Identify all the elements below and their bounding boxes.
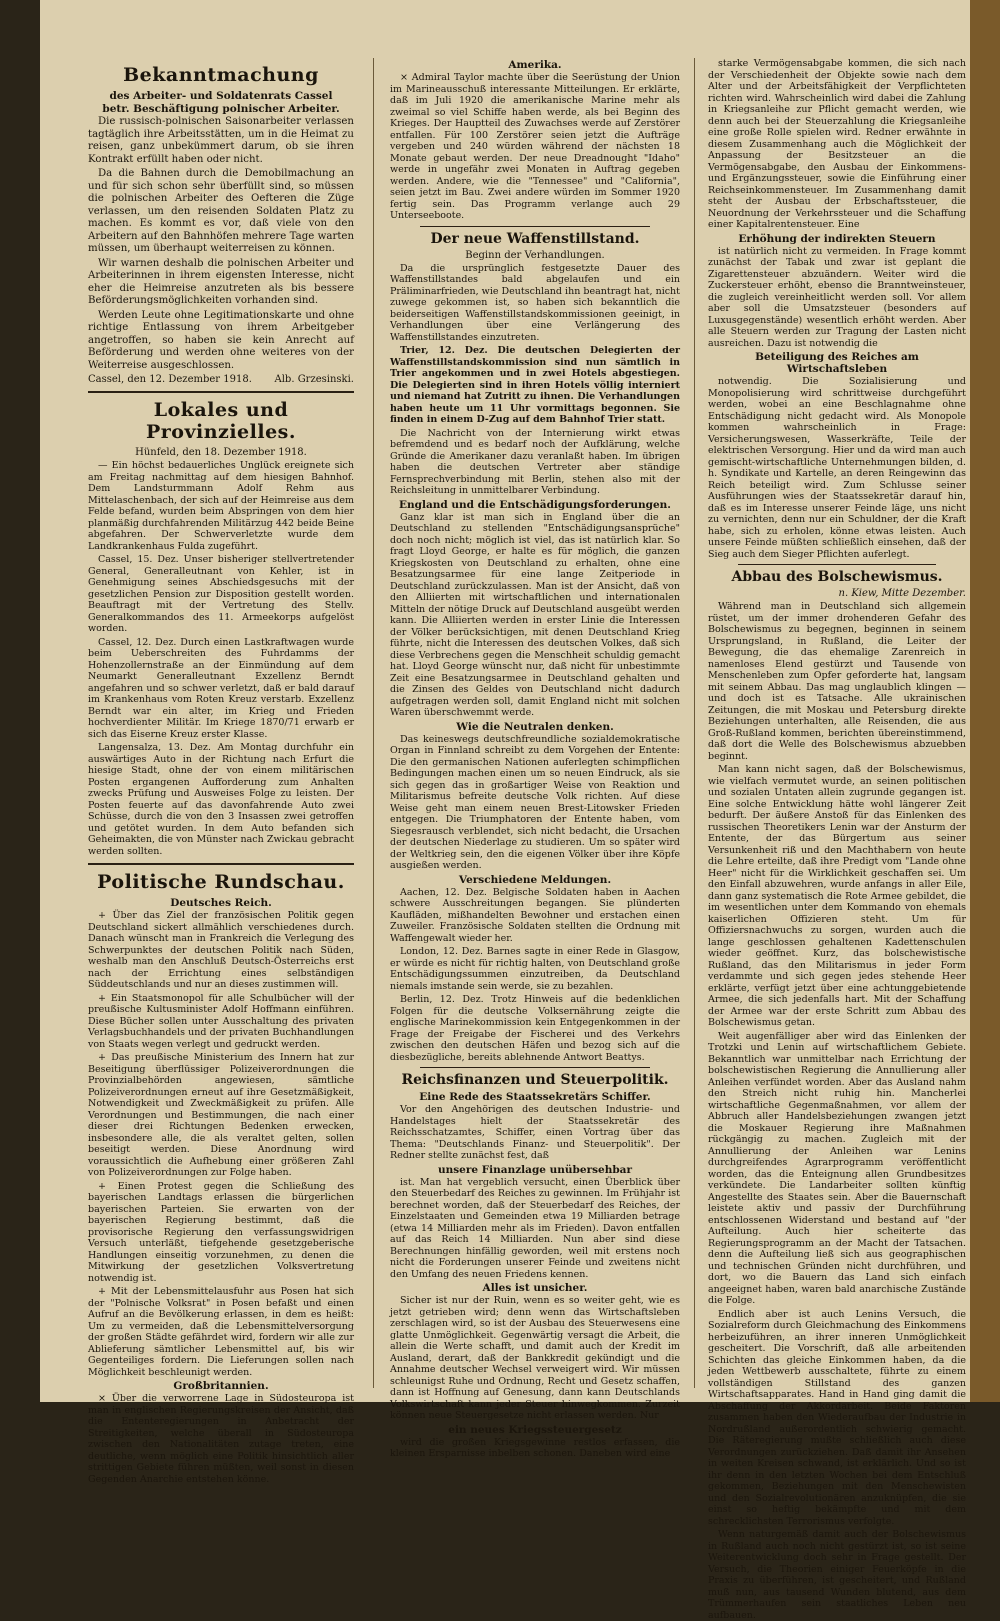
paragraph: notwendig. Die Sozialisierung und Monopolisierung wird schrittweise durchgeführt werden, wobei an eine Beschlagnahme ohne Entschädigung nicht gedacht wird. Als Monopole kommen wahrscheinlich in Frage: Versicherungswesen, Wasserkräfte, Teile der elektrischen Versorgung. Hier und da wird man auch gemischt-wirtschaftliche Unternehmungen bilden, d. h. Syndikate und Kartelle, an deren Reingewinn das Reich beteiligt wird. Zum Schlusse seiner Ausführungen wies der Staatssekretär darauf hin, daß es im Interesse unserer Feinde läge, uns nicht zu vernichten, denn nur ein Schuldner, der die Kraft habe, sich zu erholen, könne etwas leisten. Auch unsere Feinde müßten schließlich einsehen, daß der Sieg auch dem Sieger Pflichten auferlegt. — [708, 376, 966, 560]
bekanntmachung-signer: Alb. Grzesinski. — [274, 374, 354, 385]
paragraph: Die russisch-polnischen Saisonarbeiter verlassen tagtäglich ihre Arbeitsstätten, um in die Heimat zu reisen, ganz unbekümmert darum, ob sie ihren Kontrakt erfüllt haben oder nicht. — [88, 116, 354, 165]
paragraph: ist natürlich nicht zu vermeiden. In Frage kommt zunächst der Tabak und zwar ist geplant die Zigarettensteuer abzuändern. Weiter wird die Zuckersteuer erhöht, ebenso die Branntweinsteuer, die zugleich vereinheitlicht werden soll. Vor allem aber soll die Umsatzsteuer (besonders auf Luxusgegenstände) wesentlich erhöht werden. Aber alle Steuern werden zur Tragung der Lasten nicht ausreichen. Dazu ist notwendig die — [708, 245, 966, 349]
grossbritannien-subtitle: Großbritannien. — [173, 1380, 269, 1392]
paragraph: + Mit der Lebensmittelausfuhr aus Posen hat sich der "Polnische Volksrat" in Posen befaßt und einen Aufruf an die Bevölkerung erlassen, in dem es heißt: Um zu vermeiden, daß die Lebensmittelversorgung der großen Städte gefährdet wird, fordern wir alle zur Ablieferung sämtlicher Lebensmittel auf, bis wir Gegenteiliges fordern. Die Lieferungen sollen nach Möglichkeit beschleunigt werden. — [88, 1286, 354, 1378]
bekanntmachung-subtitle-2: betr. Beschäftigung polnischer Arbeiter. — [102, 103, 340, 115]
paragraph: Da die ursprünglich festgesetzte Dauer des Waffenstillstandes bald abgelaufen und ein Präliminarfrieden, wie Deutschland ihn beantragt hat, nicht zuwege gekommen ist, so haben sich bekanntlich die beiderseitigen Waffenstillstandskommissionen geeinigt, in Verhandlungen über eine Verlängerung des Waffenstillstandes einzutreten. — [390, 262, 680, 343]
paragraph: starke Vermögensabgabe kommen, die sich nach der Verschiedenheit der Objekte sowie nach dem Alter und der Arbeitsfähigkeit der Verpflichteten richten wird. Wahrscheinlich wird dabei die Zahlung in Kriegsanleihe zur Pflicht gemacht werden, wie denn auch bei der Steuerzahlung die Kriegsanleihe eine große Rolle spielen wird. Redner erwähnte in diesem Zusammenhang auch die Möglichkeit der Anpassung der Besitzsteuer an die Vermögensabgabe, den Ausbau der Einkommens- und Ergänzungssteuer, sowie die Einführung einer Reichseinkommensteuer. Im Zusammenhang damit steht der Ausbau der Erbschaftssteuer, die Neuordnung der Verkehrssteuer und die Schaffung einer Kapitalrentensteuer. Eine — [708, 58, 966, 230]
paragraph: Aachen, 12. Dez. Belgische Soldaten haben in Aachen schwere Ausschreitungen begangen. Sie plünderten Kaufläden, mißhandelten Bewohner und erstachen einen Zuweiler. Französische Soldaten stellten die Ordnung mit Waffengewalt wieder her. — [390, 886, 680, 944]
paragraph: Berlin, 12. Dez. Trotz Hinweis auf die bedenklichen Folgen für die deutsche Volksernährung zeigte die englische Marinekommission kein Entgegenkommen in der Frage der Freigabe der Fischerei und des Verkehrs zwischen den deutschen Häfen und bezog sich auf die diesbezügliche, bereits ablehnende Antwort Beattys. — [390, 994, 680, 1063]
unsicher-subtitle: Alles ist unsicher. — [482, 1282, 588, 1294]
paragraph: Wenn naturgemäß damit auch der Bolschewismus in Rußland auch noch nicht gestürzt ist, so ist seine Weiterentwicklung doch sehr in Frage gestellt. Der Versuch, die Theorien einiger Feuerköpfe in die Praxis zu überführen, ist gescheitert, und Rußland muß nun, aus tausend Wunden blutend, aus dem Trümmerhaufen sein staatliches Leben neu aufbauen. — [708, 1529, 966, 1621]
binding-strip — [970, 0, 1000, 1402]
paragraph: Endlich aber ist auch Lenins Versuch, die Sozialreform durch Gleichmachung des Einkommens herbeizuführen, an ihrer inneren Unmöglichkeit gescheitert. Die Vorschrift, daß alle arbeitenden Schichten das gleiche Einkommen haben, da die jeden Wettbewerb ausschaltete, führte zu einem vollständigen Stillstand des ganzen Wirtschaftsapparates. Hand in Hand ging damit die Abschaffung der Akkordarbeit. Beide Faktoren zusammen haben den Wiederaufbau der Industrie in Nordrußland außerordentlich schwierig gemacht. Die Räteregierung mußte schließlich auch diese Verordnungen zurückziehen. Daß damit ihr Ansehen in weiten Kreisen schwand, ist erklärlich. Und so ist ihr denn in den letzten Wochen bei dem Entschluß gekommen, Beziehungen mit den Menschewisten und den Sozialrevolutionären anzuknüpfen, die sie einst so heftig bekämpfte und mit dem schrecklichsten Terrorismus verfolgte. — [708, 1308, 966, 1527]
reichsfinanzen-subtitle: Eine Rede des Staatssekretärs Schiffer. — [419, 1091, 651, 1103]
newspaper-page — [40, 0, 970, 1621]
politische-rundschau-title: Politische Rundschau. — [97, 871, 345, 893]
paragraph: + Das preußische Ministerium des Innern hat zur Beseitigung überflüssiger Polizeiverordnungen die Provinzialbehörden angewiesen, sämtliche Polizeiverordnungen erneut auf ihre Gesetzmäßigkeit, Notwendigkeit und Zweckmäßigkeit zu prüfen. Alle Verordnungen und Bestimmungen, die nach einer dieser drei Richtungen Bedenken erwecken, insbesondere alle, die als veraltet gelten, sollen beseitigt werden. Diese Anordnung wird voraussichtlich die Aufhebung einer größeren Zahl von Polizeiverordnungen zur Folge haben. — [88, 1052, 354, 1178]
amerika-subtitle: Amerika. — [508, 59, 562, 71]
paragraph: Die Nachricht von der Internierung wirkt etwas befremdend und es bedarf noch der Aufklärung, welche Gründe die Amerikaner dazu veranlaßt haben. Im übrigen haben die deutschen Vertreter aber ständige Fernsprechverbindung mit Berlin, stehen also mit der Reichsleitung in unmittelbarer Verbindung. — [390, 427, 680, 496]
column-rule — [694, 58, 695, 1388]
paragraph: Langensalza, 13. Dez. Am Montag durchfuhr ein auswärtiges Auto in der Richtung nach Erfurt die hiesige Stadt, ohne der von einem militärischen Posten ergangenen Aufforderung zum Anhalten zwecks Prüfung und Ausweises Folge zu leisten. Der Posten feuerte auf das davonfahrende Auto zwei Schüsse, durch die von den 3 Insassen zwei getroffen und getötet wurden. In dem Auto befanden sich Geheimakten, die von Münster nach Zwickau gebracht werden sollten. — [88, 742, 354, 857]
paragraph: + Ein Staatsmonopol für alle Schulbücher will der preußische Kultusminister Adolf Hoffmann einführen. Diese Bücher sollen unter Ausschaltung des privaten Verlagsbuchhandels und der privaten Buchhandlungen von Staats wegen verlegt und gedruckt werden. — [88, 992, 354, 1050]
paragraph: Weit augenfälliger aber wird das Einlenken der Trotzki und Lenin auf wirtschaftlichem Gebiete. Bekanntlich war unmittelbar nach Errichtung der bolschewistischen Regierung die Annullierung aller Anleihen verfündet worden. Aber das Ausland nahm den Streich nicht ruhig hin. Mancherlei wirtschaftliche Gegenmaßnahmen, vor allem der Abbruch aller Handelsbeziehungen zwangen jetzt die Moskauer Regierung ihre Maßnahmen rückgängig zu machen. Zugleich mit der Annullierung der Anleihen war Lenins durchgreifendes Agrarprogramm veröffentlicht worden, das die Enteignung allen Grundbesitzes verkündete. Die Landarbeiter sollten künftig Angestellte des Staates sein. Aber die Bauernschaft leistete aktiv und passiv der Durchführung entschlossenen Widerstand und bestand auf "der Aufteilung. Auch hier scheiterte das Regierungsprogramm an der Macht der Tatsachen. denn die Aufteilung ließ sich aus geographischen und technischen Gründen nicht durchführen, und dort, wo die Bauern das Land sich einfach angeeignet haben, waren bald anarchische Zustände die Folge. — [708, 1030, 966, 1306]
lokales-title: Lokales und Provinzielles. — [146, 399, 296, 443]
column-1 — [88, 58, 354, 1485]
section-divider — [420, 1067, 650, 1068]
paragraph: Vor den Angehörigen des deutschen Industrie- und Handelstages hielt der Staatssekretär des Reichsschatzamtes, Schiffer, einen Vortrag über das Thema: "Deutschlands Finanz- und Steuerpolitik". Der Redner stellte zunächst fest, daß — [390, 1104, 680, 1161]
paragraph: — Ein höchst bedauerliches Unglück ereignete sich am Freitag nachmittag auf dem hiesigen Bahnhof. Dem Landsturmmann Adolf Rehm aus Mittelaschenbach, der sich auf der Heimreise aus dem Felde befand, wurden beim Abspringen von dem hier planmäßig durchfahrenden Militärzug 442 beide Beine abgefahren. Der Schwerverletzte wurde dem Landkrankenhaus Fulda zugeführt. — [88, 460, 354, 552]
paragraph: Trier, 12. Dez. Die deutschen Delegierten der Waffenstillstandskommission sind nun sämtlich in Trier angekommen und in zwei Hotels abgestiegen. Die Delegierten sind in ihren Hotels völlig interniert und niemand hat Zutritt zu ihnen. Die Verhandlungen haben heute um 11 Uhr vormittags begonnen. Sie finden in einem D-Zug auf dem Bahnhof Trier statt. — [390, 345, 680, 425]
signature-line — [88, 374, 354, 385]
bekanntmachung-subtitle-1: des Arbeiter- und Soldatenrats Cassel — [109, 90, 333, 102]
indirekte-steuern-subtitle: Erhöhung der indirekten Steuern — [738, 232, 936, 245]
paragraph: + Einen Protest gegen die Schließung des bayerischen Landtags erlassen die bürgerlichen bayerischen Parteien. Sie erwarten von der bayerischen Regierung bestimmt, daß die provisorische Regierung den verfassungswidrigen Versuch unterläßt, tiefgehende gesetzgeberische Handlungen einseitig vorzunehmen, zu denen die Mitwirkung der gesetzlichen Volksvertretung notwendig ist. — [88, 1180, 354, 1284]
paragraph: Ganz klar ist man sich in England über die an Deutschland zu stellenden "Entschädigungsansprüche" doch noch nicht; möglich ist viel, das ist natürlich klar. So fragt Lloyd George, er halte es für möglich, die ganzen Kriegskosten von Deutschland zu erhalten, ohne eine Besatzungsarmee für eine lange Zeitperiode in Deutschland zurückzulassen. Man ist der Ansicht, daß von den Alliierten mit wirtschaftlichen und internationalen Mitteln der nötige Druck auf Deutschland ausgeübt werden kann. Die Alliierten werden in erster Linie die Interessen der Völker berücksichtigen, mit denen Deutschland Krieg führte, nicht die Interessen des deutschen Volkes, daß sich diese Verbrechens gegen die Menschheit schuldig gemacht hat. Lloyd George wünscht nur, daß nicht für unbestimmte Zeit eine Besatzungsarmee in Deutschland gehalten und die Zinsen des Geldes von Deutschland nicht dadurch aufgetragen werden soll, damit England nicht mit solchen Waren überschwemmt werde. — [390, 511, 680, 718]
paragraph: Man kann nicht sagen, daß der Bolschewismus, wie vielfach vermutet wurde, an seinen politischen und sozialen Untaten allein zugrunde gegangen ist. Eine solche Entwicklung hätte wohl längerer Zeit bedurft. Der äußere Anstoß für das Einlenken des russischen Theoretikers Lenin war der Ansturm der Entente, der das Bürgertum aus seiner Versunkenheit riß und den Machthabern von heute die Lehre erteilte, daß ihre Predigt vom "Lande ohne Heer" nicht für die Wirklichkeit geschaffen sei. Um den Einfall abzuwehren, wurde anfangs in aller Eile, dann ganz systematisch die Rote Armee gebildet, die im wesentlichen unter dem Kommando von ehemals kaiserlichen Offizieren steht. Um für Offiziersnachwuchs zu sorgen, wurden auch die lange geschlossen gehaltenen Kadettenschulen wieder geöffnet. Kurz, das bolschewistische Rußland, das den Militarismus in jeder Form verdammte und sich gegen jedes stehende Heer erklärte, verfügt jetzt über eine achtunggebietende Armee, die sich jedenfalls hart. Mit der Schaffung der Armee war der erste Schritt zum Abbau des Bolschewismus getan. — [708, 764, 966, 1028]
paragraph: Wir warnen deshalb die polnischen Arbeiter und Arbeiterinnen in ihrem eigensten Interesse, nicht eher die Heimreise anzutreten als bis bessere Beförderungsmöglichkeiten vorhanden sind. — [88, 257, 354, 306]
verschiedene-subtitle: Verschiedene Meldungen. — [458, 873, 612, 886]
kriegssteuergesetz-subtitle: ein neues Kriegssteuergesetz — [448, 1423, 622, 1436]
neutrale-subtitle: Wie die Neutralen denken. — [456, 720, 614, 733]
section-divider — [88, 391, 354, 393]
section-divider — [738, 564, 936, 565]
paragraph: ist. Man hat vergeblich versucht, einen Überblick über den Steuerbedarf des Reiches zu gewinnen. Im Frühjahr ist berechnet worden, daß der Steuerbedarf des Reiches, der Einzelstaaten und Gemeinden etwa 19 Milliarden betrage (etwa 14 Milliarden mehr als im Frieden). Davon entfallen auf das Reich 14 Milliarden. Nun aber sind diese Berechnungen hinfällig geworden, weil mit erstens noch nicht die Forderungen unserer Feinde und zweitens nicht den Umfang des neuen Friedens kennen. — [390, 1176, 680, 1280]
paragraph: London, 12. Dez. Barnes sagte in einer Rede in Glasgow, er würde es nicht für richtig halten, von Deutschland große Entschädigungssummen einzutreiben, da Deutschland niemals imstande sein werde, sie zu bezahlen. — [390, 946, 680, 992]
bekanntmachung-date: Cassel, den 12. Dezember 1918. — [88, 374, 252, 385]
paragraph: Cassel, 15. Dez. Unser bisheriger stellvertretender General, Generalleutnant von Kehler, ist in Genehmigung seines Abschiedsgesuchs mit der gesetzlichen Pension zur Disposition gestellt worden. Beauftragt mit der Vertretung des Stellv. Generalkommandos des 11. Armeekorps aufgelöst worden. — [88, 554, 354, 634]
paragraph: Sicher ist nur der Ruin, wenn es so weiter geht, wie es jetzt getrieben wird; denn wenn das Wirtschaftsleben zerschlagen wird, so ist der Ausbau des Steuerwesens eine glatte Unmöglichkeit. Gegenwärtig versagt die Arbeit, die allein die Werte schafft, und damit auch der Kredit im Ausland, derart, daß der Bankkredit gekündigt und die Annahme deutscher Wechsel verweigert wird. Wir müssen schleunigst Ruhe und Ordnung, Recht und Gesetz schaffen, dann ist Hoffnung auf Genesung, dann kann Deutschlands Volkswirtschaft kann jeder Steuer hinwegkommen. Zurzeit können neue Steuergesetze nicht erlassen werden. Nur — [390, 1295, 680, 1421]
waffenstillstand-subtitle: Beginn der Verhandlungen. — [465, 249, 605, 261]
lokales-dateline: Hünfeld, den 18. Dezember 1918. — [135, 447, 307, 458]
section-divider — [88, 863, 354, 865]
paragraph: Cassel, 12. Dez. Durch einen Lastkraftwagen wurde beim Ueberschreiten des Fuhrdamms der Hohenzollernstraße an der Einmündung auf dem Neumarkt Generalleutnant Exzellenz Berndt angefahren und so schwer verletzt, daß er bald darauf im Krankenhaus vom Roten Kreuz verstarb. Exzellenz Berndt war ein alter, im Krieg und Frieden hochverdienter Militär. Im Kriege 1870/71 erwarb er sich das Eiserne Kreuz erster Klasse. — [88, 636, 354, 740]
waffenstillstand-title: Der neue Waffenstillstand. — [430, 230, 640, 247]
paragraph: Da die Bahnen durch die Demobilmachung an und für sich schon sehr überfüllt sind, so müssen die polnischen Arbeiter des Oefteren die Züge verlassen, um den reisenden Soldaten Platz zu machen. Es kommt es vor, daß viele von den Arbeitern auf den Bahnhöfen mehrere Tage warten müssen, um überhaupt weiterreisen zu können. — [88, 168, 354, 254]
deutsches-reich-subtitle: Deutsches Reich. — [170, 897, 272, 909]
paragraph: Werden Leute ohne Legitimationskarte und ohne richtige Entlassung von ihrem Arbeitgeber angetroffen, so haben sie kein Anrecht auf Beförderung und werden ohne weiteres von der Weiterreise ausgeschlossen. — [88, 309, 354, 371]
column-2 — [390, 58, 680, 1459]
reichsfinanzen-title: Reichsfinanzen und Steuerpolitik. — [401, 1072, 669, 1088]
abbau-dateline: n. Kiew, Mitte Dezember. — [838, 588, 966, 599]
wirtschaftsleben-subtitle: Beteiligung des Reiches am Wirtschaftsleben — [755, 351, 919, 375]
section-divider — [420, 226, 650, 227]
abbau-title: Abbau des Bolschewismus. — [731, 569, 943, 585]
paragraph: Das keineswegs deutschfreundliche sozialdemokratische Organ in Finnland schreibt zu dem Vorgehen der Entente: Die den germanischen Nationen auferlegten schimpflichen Bedingungen machen einen um so neuen Eindruck, als sie sich gegen das in großartiger Weise von Reaktion und Militarismus befreite deutsche Volk richten. Auf diese Weise geht man einem neuen Brest-Litowsker Frieden entgegen. Die Triumphatoren der Entente haben, vom Siegesrausch verblendet, sich nicht bedacht, die Ursachen der deutschen Niederlage zu studieren. Um so später wird der Weltkrieg sein, den die eigenen Völker über ihre Köpfe ausgießen werden. — [390, 733, 680, 871]
finanzlage-subtitle: unsere Finanzlage unübersehbar — [437, 1163, 633, 1176]
england-subtitle: England und die Entschädigungsforderungen. — [399, 498, 671, 511]
paragraph: + Über das Ziel der französischen Politik gegen Deutschland sickert allmählich verschiedenes durch. Danach wünscht man in Frankreich die Verlegung des Schwerpunktes der deutschen Politik nach Süden, weshalb man den Anschluß Deutsch-Österreichs erst nach der Errichtung eines selbständigen Süddeutschlands und nur an dieses zustimmen will. — [88, 910, 354, 990]
paragraph: × Admiral Taylor machte über die Seerüstung der Union im Marineausschuß interessante Mitteilungen. Er erklärte, daß im Juli 1920 die amerikanische Marine mehr als zweimal so viel Schiffe haben werde, als bei Beginn des Krieges. Der Hauptteil des Zuwachses werde auf Zerstörer entfallen. Für 100 Zerstörer seien jetzt die Aufträge vergeben und 240 würden während der nächsten 18 Monate gebaut werden. Der neue Dreadnought "Idaho" werde in ungefähr zwei Monaten in Auftrag gegeben werden. Andere, wie die "Tennessee" und "California", seien jetzt im Bau. Zwei andere würden im Sommer 1920 fertig sein. Das Programm verlange auch 29 Unterseeboote. — [390, 72, 680, 221]
paragraph: Während man in Deutschland sich allgemein rüstet, um der immer drohenderen Gefahr des Bolschewismus zu begegnen, beginnen in seinem Ursprungsland, in Rußland, die Leiter der Bewegung, die das ehemalige Zarenreich in namenloses Elend gestürzt und Tausende von Menschenleben zum Opfer geforderte hat, langsam mit seinem Abbau. Das mag unglaublich klingen — und doch ist es Tatsache. Alle ukrainischen Zeitungen, die mit Moskau und Petersburg direkte Beziehungen unterhalten, alle Reisenden, die aus Groß-Rußland kommen, berichten übereinstimmend, daß dort die Welle des Bolschewismus abzuebben beginnt. — [708, 601, 966, 762]
paragraph: × Über die verworrene Lage in Südosteuropa ist man in englischen Regierungskreisen der Ansicht, daß die Ententeregierungen in Anbetracht der Streitigkeiten, welche überall in Südosteuropa zwischen den Nationalitäten zutage treten, eine deutliche, wenn möglich eine Politik hinsichtlich aller strittigen Gebiete führen müßten, weil sonst in diesen Gegenden Anarchie entstehen könne. — [88, 1393, 354, 1485]
bekanntmachung-title: Bekanntmachung — [123, 64, 319, 86]
column-rule — [373, 58, 374, 1388]
paragraph: wird die großen Kriegsgewinne restlos erfassen, die kleinen Ersparnisse inbelben schonen. Daneben wird eine — [390, 1436, 680, 1459]
column-3 — [708, 58, 966, 1621]
